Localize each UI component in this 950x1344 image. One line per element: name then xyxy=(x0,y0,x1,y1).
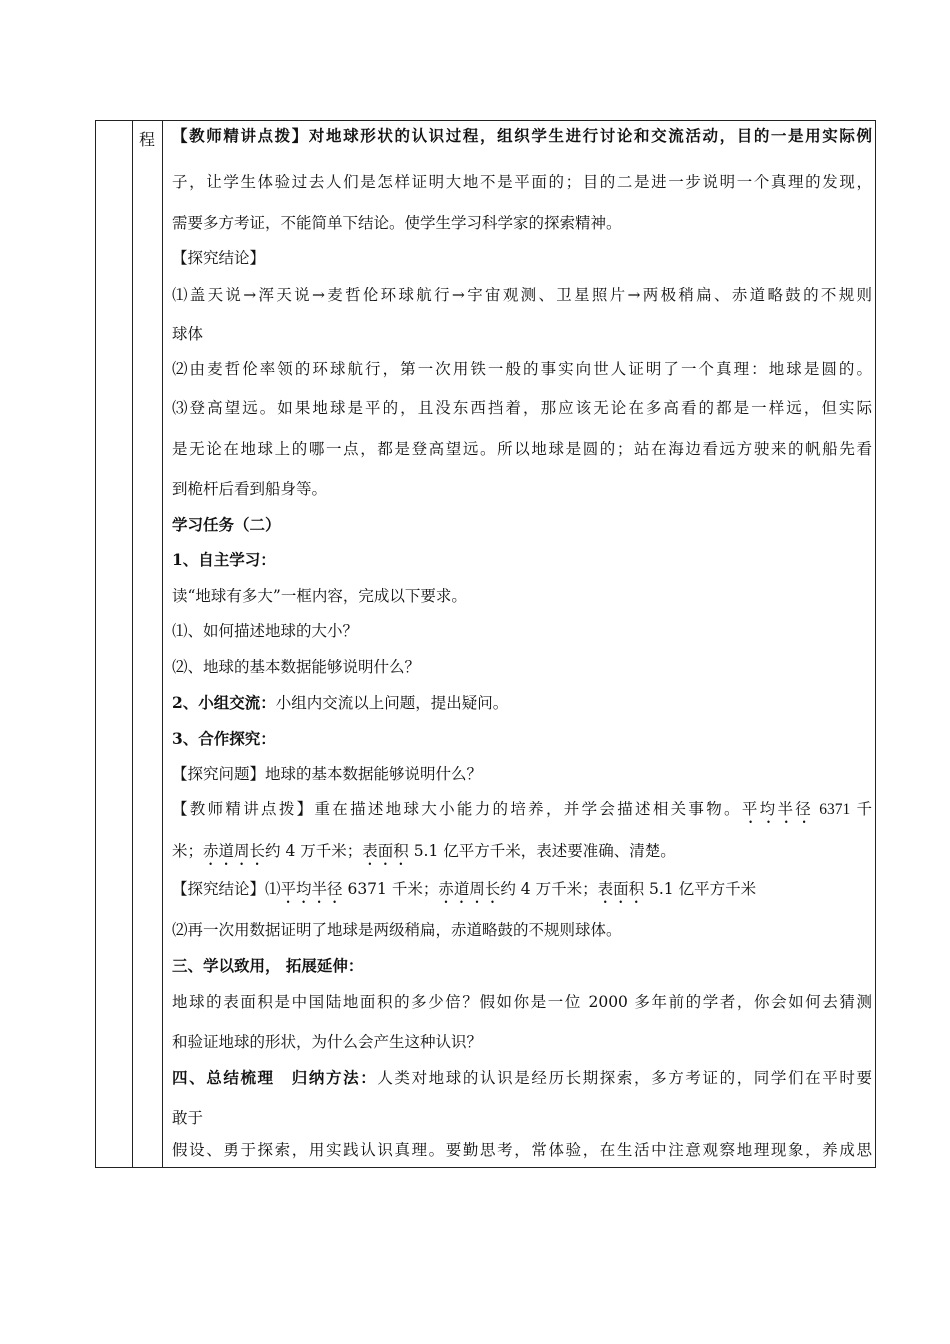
inquiry-question: 【探究问题】地球的基本数据能够说明什么？ xyxy=(172,765,483,783)
conclusion-1-line-1: ⑴盖天说→浑天说→麦哲伦环球航行→宇宙观测、卫星照片→两极稍扁、赤道略鼓的不规则 xyxy=(172,286,872,304)
table-bottom-border xyxy=(95,1167,876,1168)
teacher-tip-line-1: 【教师精讲点拨】对地球形状的认识过程，组织学生进行讨论和交流活动，目的一是用实际例 xyxy=(172,126,872,145)
question-1: ⑴、如何描述地球的大小？ xyxy=(172,622,359,640)
process-label: 程 xyxy=(139,130,156,149)
explore-conclusion-data: 【探究结论】⑴平均半径 6371 千米；赤道周长约 4 万千米；表面积 5.1 亿平方千米 xyxy=(172,880,757,898)
table-border-col2 xyxy=(132,120,133,1168)
teacher-tip-2-line-2: 米；赤道周长约 4 万千米；表面积 5.1 亿平方千米，表述要准确、清楚。 xyxy=(172,842,676,860)
conclusion-3-line-2: 是无论在地球上的哪一点，都是登高望远。所以地球是圆的；站在海边看远方驶来的帆船先看 xyxy=(172,440,872,458)
cooperative-inquiry-heading: 3、合作探究： xyxy=(172,729,276,748)
apply-line-1: 地球的表面积是中国陆地面积的多少倍？假如你是一位 2000 多年前的学者，你会如何去猜测 xyxy=(172,993,872,1011)
group-exchange: 2、小组交流：小组内交流以上问题，提出疑问。 xyxy=(172,693,509,712)
summary-line-2: 敢于 xyxy=(172,1109,204,1127)
table-border-left xyxy=(95,120,96,1168)
apply-line-2: 和验证地球的形状，为什么会产生这种认识？ xyxy=(172,1033,483,1051)
summary-line-3: 假设、勇于探索，用实践认识真理。要勤思考，常体验，在生活中注意观察地理现象，养成思 xyxy=(172,1141,872,1159)
question-2: ⑵、地球的基本数据能够说明什么？ xyxy=(172,658,421,676)
teacher-tip-2-line-1: 【教师精讲点拨】重在描述地球大小能力的培养，并学会描述相关事物。平均半径 6371 千 xyxy=(172,800,872,818)
conclusion-2: ⑵由麦哲伦率领的环球航行，第一次用铁一般的事实向世人证明了一个真理：地球是圆的。 xyxy=(172,360,872,378)
teacher-tip-line-2: 子，让学生体验过去人们是怎样证明大地不是平面的；目的二是进一步说明一个真理的发现， xyxy=(172,173,872,191)
conclusion-3-line-3: 到桅杆后看到船身等。 xyxy=(172,480,328,498)
section-3-heading: 三、学以致用， 拓展延伸： xyxy=(172,956,364,975)
self-study-heading: 1、自主学习： xyxy=(172,550,276,569)
conclusion-3-line-1: ⑶登高望远。如果地球是平的，且没东西挡着，那应该无论在多高看的都是一样远，但实际 xyxy=(172,399,872,417)
table-top-border xyxy=(95,120,876,121)
table-border-right xyxy=(875,120,876,1168)
read-instruction: 读“地球有多大”一框内容，完成以下要求。 xyxy=(172,587,467,605)
table-border-col3 xyxy=(162,120,163,1168)
teacher-tip-line-3: 需要多方考证，不能简单下结论。使学生学习科学家的探索精神。 xyxy=(172,214,622,232)
task-2-heading: 学习任务（二） xyxy=(172,515,281,534)
conclusion-1-line-2: 球体 xyxy=(172,325,204,343)
explore-conclusion-title: 【探究结论】 xyxy=(172,249,266,267)
conclusion-data-2: ⑵再一次用数据证明了地球是两级稍扁，赤道略鼓的不规则球体。 xyxy=(172,921,622,939)
summary-line-1: 四、总结梳理 归纳方法：人类对地球的认识是经历长期探索，多方考证的，同学们在平时要 xyxy=(172,1068,872,1087)
